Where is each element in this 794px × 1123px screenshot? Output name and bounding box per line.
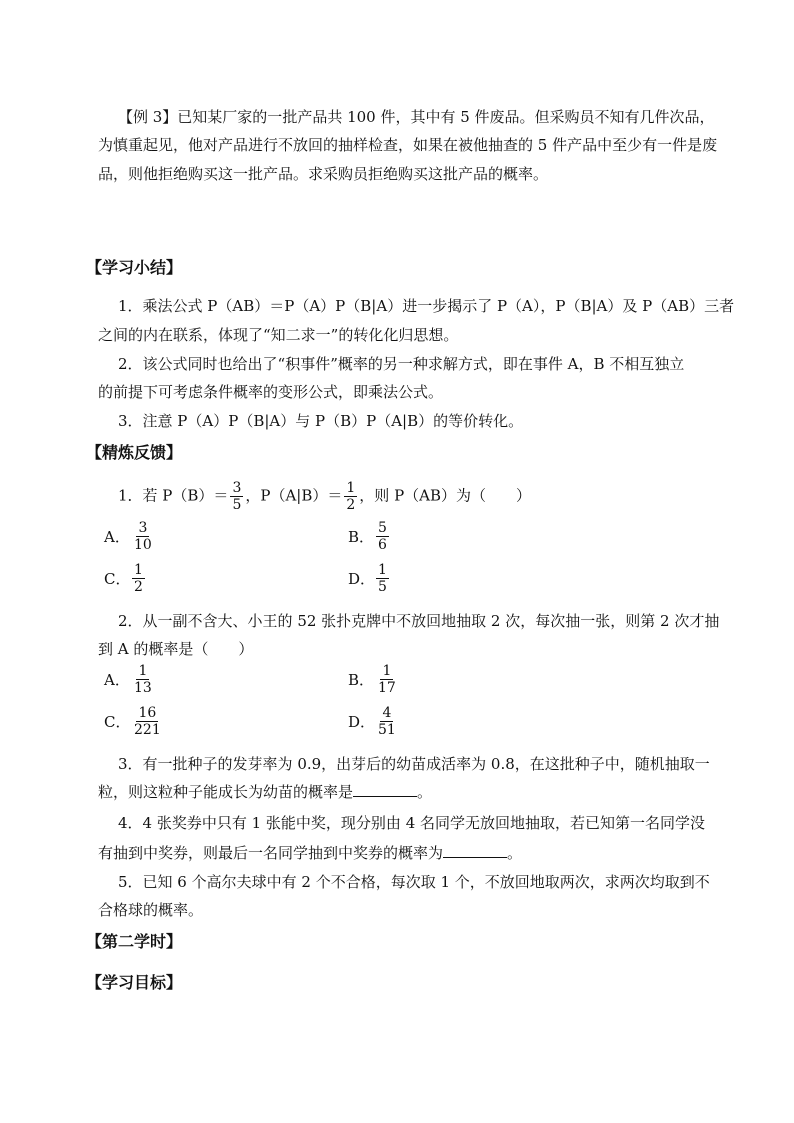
- question-2-line-1: 2．从一副不含大、小王的 52 张扑克牌中不放回地抽取 2 次，每次抽一张，则第 2 次才抽: [118, 612, 720, 630]
- option-fraction: [376, 705, 398, 738]
- q1-option-b[interactable]: [348, 520, 391, 553]
- option-fraction: [132, 562, 145, 595]
- question-2-line-2: 到 A 的概率是（ ）: [98, 640, 254, 658]
- q1-text-mid: ，P（A|B）＝: [245, 486, 343, 505]
- question-3-line-1: 3．有一批种子的发芽率为 0.9，出芽后的幼苗成活率为 0.8，在这批种子中，随机抽取一: [118, 755, 710, 773]
- q2-option-c[interactable]: [104, 705, 165, 738]
- fraction-numerator: 1: [138, 663, 148, 679]
- lesson2-heading: 【第二学时】: [86, 932, 183, 951]
- q4-text-end: 。: [507, 844, 523, 862]
- option-label: A．: [104, 528, 130, 546]
- fraction-denominator: 17: [378, 680, 396, 696]
- q1-text-post: ，则 P（AB）为（ ）: [359, 486, 532, 505]
- summary-point-1a: 1．乘法公式 P（AB）＝P（A）P（B|A）进一步揭示了 P（A），P（B|A）及 P（AB）三者: [118, 297, 735, 315]
- fraction-denominator: 13: [134, 680, 152, 696]
- fraction-numerator: 16: [138, 705, 157, 721]
- summary-point-2a: 2．该公式同时也给出了“积事件”概率的另一种求解方式，即在事件 A，B 不相互独立: [118, 355, 685, 373]
- q3-text: 粒，则这粒种子能成长为幼苗的概率是: [98, 783, 354, 801]
- question-4-line-1: 4．4 张奖券中只有 1 张能中奖，现分别由 4 名同学无放回地抽取，若已知第一名同学没: [118, 814, 706, 832]
- feedback-heading: 【精炼反馈】: [86, 443, 183, 462]
- q2-option-a[interactable]: [104, 663, 156, 696]
- fraction-denominator: 10: [134, 537, 152, 553]
- fraction-numerator: 1: [382, 663, 392, 679]
- fraction-denominator: 5: [378, 579, 387, 595]
- fraction-numerator: 3: [232, 480, 242, 496]
- example3-line-1: 【例 3】已知某厂家的一批产品共 100 件，其中有 5 件废品。但采购员不知有几件次品，: [118, 108, 715, 126]
- summary-heading: 【学习小结】: [86, 258, 183, 277]
- fraction-denominator: 221: [134, 722, 161, 738]
- q1-option-c[interactable]: [104, 562, 147, 595]
- goals-heading: 【学习目标】: [86, 973, 183, 992]
- question-5-line-1: 5．已知 6 个高尔夫球中有 2 个不合格，每次取 1 个，不放回地取两次，求两次均取到不: [118, 873, 710, 891]
- q1-option-d[interactable]: [348, 562, 391, 595]
- option-label: D．: [348, 713, 376, 731]
- q1-fraction-1: [230, 480, 243, 513]
- option-label: B．: [348, 528, 375, 546]
- fraction-denominator: 2: [346, 497, 356, 513]
- question-5-line-2: 合格球的概率。: [98, 901, 204, 919]
- fraction-numerator: 5: [378, 520, 387, 536]
- option-fraction: [376, 562, 389, 595]
- q1-fraction-2: [344, 480, 357, 513]
- q3-answer-blank[interactable]: [353, 782, 417, 797]
- question-4-line-2: [98, 843, 522, 863]
- example3-line-2: 为慎重起见，他对产品进行不放回的抽样检查，如果在被他抽查的 5 件产品中至少有一件是废: [98, 136, 718, 154]
- fraction-numerator: 4: [382, 705, 392, 721]
- q1-option-a[interactable]: [104, 520, 156, 553]
- q2-option-b[interactable]: [348, 663, 400, 696]
- fraction-denominator: 6: [378, 537, 387, 553]
- option-fraction: [376, 663, 398, 696]
- fraction-numerator: 1: [346, 480, 356, 496]
- option-label: B．: [348, 671, 375, 689]
- fraction-denominator: 5: [232, 497, 242, 513]
- q3-text-end: 。: [417, 783, 433, 801]
- option-label: A．: [104, 671, 130, 689]
- fraction-numerator: 3: [138, 520, 148, 536]
- option-fraction: [376, 520, 389, 553]
- option-fraction: [132, 520, 154, 553]
- q2-option-d[interactable]: [348, 705, 400, 738]
- summary-point-2b: 的前提下可考虑条件概率的变形公式，即乘法公式。: [98, 383, 444, 401]
- summary-point-1b: 之间的内在联系，体现了“知二求一”的转化化归思想。: [98, 326, 459, 344]
- q4-text: 有抽到中奖券，则最后一名同学抽到中奖券的概率为: [98, 844, 444, 862]
- q1-text-pre: 1．若 P（B）＝: [118, 486, 229, 505]
- option-label: C．: [104, 713, 131, 731]
- q4-answer-blank[interactable]: [443, 843, 507, 858]
- fraction-numerator: 1: [378, 562, 387, 578]
- question-3-line-2: [98, 782, 432, 802]
- fraction-denominator: 51: [378, 722, 396, 738]
- question-1: [118, 480, 531, 513]
- option-fraction: [132, 705, 163, 738]
- fraction-denominator: 2: [134, 579, 143, 595]
- summary-point-3: 3．注意 P（A）P（B|A）与 P（B）P（A|B）的等价转化。: [118, 412, 524, 430]
- example3-line-3: 品，则他拒绝购买这一批产品。求采购员拒绝购买这批产品的概率。: [98, 165, 549, 183]
- fraction-numerator: 1: [134, 562, 143, 578]
- option-label: D．: [348, 570, 376, 588]
- option-label: C．: [104, 570, 131, 588]
- option-fraction: [132, 663, 154, 696]
